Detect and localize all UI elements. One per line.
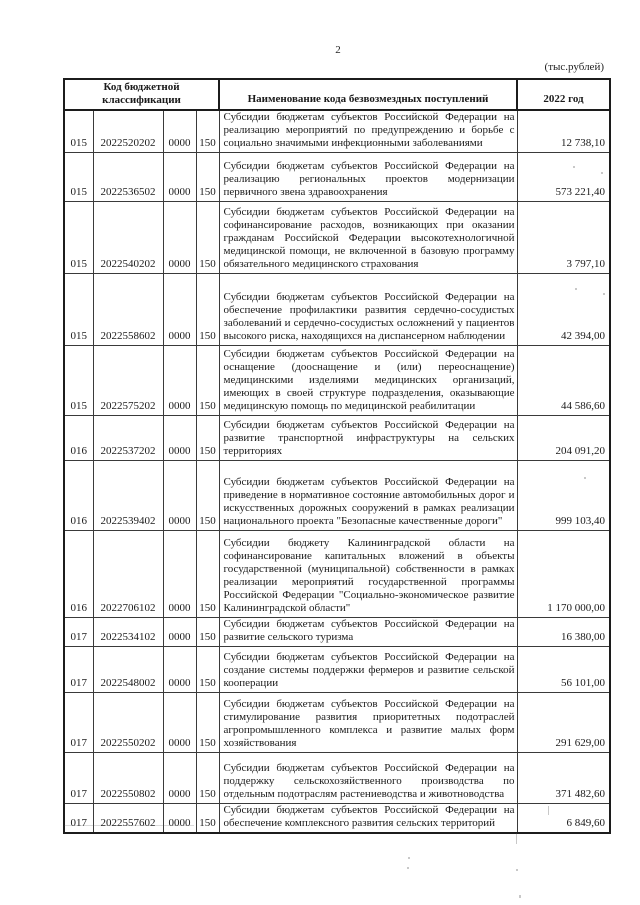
sub-code-cell: 0000: [163, 110, 196, 153]
amount-2022-cell: 42 394,00: [517, 274, 610, 346]
classification-code-cell: 2022550802: [93, 753, 163, 804]
admin-code-cell: 015: [64, 153, 93, 202]
sub-code-cell: 0000: [163, 202, 196, 274]
income-name-cell: Субсидии бюджетам субъектов Российской Федерации на оснащение (дооснащение и (или) переоснащение) медицинскими изделиями медицинских организаций, имеющих в своей структуре подразделения, оказывающие медицинскую помощь по медицинской реабилитации: [219, 346, 517, 416]
scan-noise-speck: [575, 288, 577, 290]
income-name-cell: Субсидии бюджетам субъектов Российской Федерации на софинансирование расходов, возникающих при оказании гражданам Российской Федерации высокотехнологичной медицинской помощи, не включенной в базовую программу обязательного медицинского страхования: [219, 202, 517, 274]
admin-code-cell: 017: [64, 618, 93, 647]
header-year-2022: 2022 год: [517, 79, 610, 110]
income-type-code-cell: 150: [196, 274, 219, 346]
table-row: [64, 110, 610, 153]
table-body: [64, 110, 610, 833]
table-row: [64, 618, 610, 647]
scan-noise-speck: [601, 172, 603, 174]
income-name-cell: Субсидии бюджетам субъектов Российской Федерации на поддержку сельскохозяйственного производства по отдельным подотраслям растениеводства и животноводства: [219, 753, 517, 804]
scan-noise-speck: [519, 895, 521, 898]
amount-2022-cell: 1 170 000,00: [517, 531, 610, 618]
sub-code-cell: 0000: [163, 618, 196, 647]
income-name-cell: Субсидии бюджетам субъектов Российской Федерации на стимулирование развития приоритетных подотраслей агропромышленного комплекса и развитие малых форм хозяйствования: [219, 693, 517, 753]
admin-code-cell: 015: [64, 346, 93, 416]
amount-2022-cell: 6 849,60: [517, 804, 610, 834]
income-type-code-cell: 150: [196, 110, 219, 153]
admin-code-cell: 017: [64, 693, 93, 753]
sub-code-cell: 0000: [163, 804, 196, 834]
income-name-cell: Субсидии бюджетам субъектов Российской Федерации на реализацию региональных проектов модернизации первичного звена здравоохранения: [219, 153, 517, 202]
classification-code-cell: 2022550202: [93, 693, 163, 753]
table-row: [64, 153, 610, 202]
income-type-code-cell: 150: [196, 346, 219, 416]
amount-2022-cell: 3 797,10: [517, 202, 610, 274]
table-header: [64, 79, 610, 110]
income-type-code-cell: 150: [196, 416, 219, 461]
classification-code-cell: 2022548002: [93, 647, 163, 693]
table-row: [64, 531, 610, 618]
income-name-cell: Субсидии бюджету Калининградской области на софинансирование капитальных вложений в объекты государственной (муниципальной) собственности в рамках реализации мероприятий государственной программы Российской Федерации "Социально-экономическое развитие Калининградской области": [219, 531, 517, 618]
classification-code-cell: 2022557602: [93, 804, 163, 834]
table-row: [64, 416, 610, 461]
income-name-cell: Субсидии бюджетам субъектов Российской Федерации на развитие сельского туризма: [219, 618, 517, 647]
sub-code-cell: 0000: [163, 416, 196, 461]
amount-2022-cell: 291 629,00: [517, 693, 610, 753]
admin-code-cell: 017: [64, 647, 93, 693]
sub-code-cell: 0000: [163, 346, 196, 416]
page-number: 2: [335, 44, 341, 56]
income-name-cell: Субсидии бюджетам субъектов Российской Федерации на развитие транспортной инфраструктуры на сельских территориях: [219, 416, 517, 461]
amount-2022-cell: 999 103,40: [517, 461, 610, 531]
income-type-code-cell: 150: [196, 647, 219, 693]
admin-code-cell: 016: [64, 461, 93, 531]
income-type-code-cell: 150: [196, 693, 219, 753]
amount-2022-cell: 371 482,60: [517, 753, 610, 804]
income-name-cell: Субсидии бюджетам субъектов Российской Федерации на обеспечение комплексного развития сельских территорий: [219, 804, 517, 834]
classification-code-cell: 2022706102: [93, 531, 163, 618]
sub-code-cell: 0000: [163, 647, 196, 693]
classification-code-cell: 2022537202: [93, 416, 163, 461]
classification-code-cell: 2022539402: [93, 461, 163, 531]
sub-code-cell: 0000: [163, 461, 196, 531]
income-type-code-cell: 150: [196, 618, 219, 647]
income-name-cell: Субсидии бюджетам субъектов Российской Федерации на создание системы поддержки фермеров и развитие сельской кооперации: [219, 647, 517, 693]
scan-noise-smudge: [64, 825, 194, 826]
scan-noise-speck: [603, 293, 605, 295]
admin-code-cell: 016: [64, 531, 93, 618]
scan-noise-speck: [573, 166, 575, 168]
income-type-code-cell: 150: [196, 531, 219, 618]
admin-code-cell: 017: [64, 804, 93, 834]
classification-code-cell: 2022540202: [93, 202, 163, 274]
table-row: [64, 346, 610, 416]
table-row: [64, 693, 610, 753]
table-header-row: [64, 79, 610, 110]
header-income-name: Наименование кода безвозмездных поступлений: [219, 79, 517, 110]
admin-code-cell: 017: [64, 753, 93, 804]
scan-noise-speck: [548, 806, 549, 815]
income-type-code-cell: 150: [196, 461, 219, 531]
classification-code-cell: 2022536502: [93, 153, 163, 202]
admin-code-cell: 016: [64, 416, 93, 461]
classification-code-cell: 2022534102: [93, 618, 163, 647]
budget-table: [63, 78, 611, 834]
table-row: [64, 647, 610, 693]
table-row: [64, 202, 610, 274]
table-row: [64, 461, 610, 531]
income-name-cell: Субсидии бюджетам субъектов Российской Федерации на обеспечение профилактики развития сердечно-сосудистых заболеваний и сердечно-сосудистых осложнений у пациентов высокого риска, находящихся на диспансерном наблюдении: [219, 274, 517, 346]
sub-code-cell: 0000: [163, 693, 196, 753]
sub-code-cell: 0000: [163, 531, 196, 618]
table-row: [64, 274, 610, 346]
income-name-cell: Субсидии бюджетам субъектов Российской Федерации на реализацию мероприятий по предупреждению и борьбе с социально значимыми инфекционными заболеваниями: [219, 110, 517, 153]
classification-code-cell: 2022575202: [93, 346, 163, 416]
amount-2022-cell: 44 586,60: [517, 346, 610, 416]
amount-2022-cell: 12 738,10: [517, 110, 610, 153]
sub-code-cell: 0000: [163, 753, 196, 804]
amount-2022-cell: 573 221,40: [517, 153, 610, 202]
scan-noise-speck: [584, 477, 586, 479]
sub-code-cell: 0000: [163, 274, 196, 346]
income-name-cell: Субсидии бюджетам субъектов Российской Федерации на приведение в нормативное состояние автомобильных дорог и искусственных дорожных сооружений в рамках реализации национального проекта "Безопасные качественные дороги": [219, 461, 517, 531]
scan-noise-speck: [408, 857, 410, 859]
amount-2022-cell: 204 091,20: [517, 416, 610, 461]
scan-noise-speck: [516, 869, 518, 871]
amount-2022-cell: 16 380,00: [517, 618, 610, 647]
admin-code-cell: 015: [64, 274, 93, 346]
classification-code-cell: 2022520202: [93, 110, 163, 153]
admin-code-cell: 015: [64, 110, 93, 153]
scan-noise-speck: [516, 833, 517, 844]
admin-code-cell: 015: [64, 202, 93, 274]
income-type-code-cell: 150: [196, 753, 219, 804]
scan-noise-speck: [407, 867, 409, 869]
units-note: (тыс.рублей): [544, 61, 604, 73]
header-code-classification: Код бюджетной классификации: [64, 79, 219, 110]
income-type-code-cell: 150: [196, 804, 219, 834]
classification-code-cell: 2022558602: [93, 274, 163, 346]
sub-code-cell: 0000: [163, 153, 196, 202]
income-type-code-cell: 150: [196, 202, 219, 274]
table-row: [64, 753, 610, 804]
income-type-code-cell: 150: [196, 153, 219, 202]
amount-2022-cell: 56 101,00: [517, 647, 610, 693]
table-row: [64, 804, 610, 834]
